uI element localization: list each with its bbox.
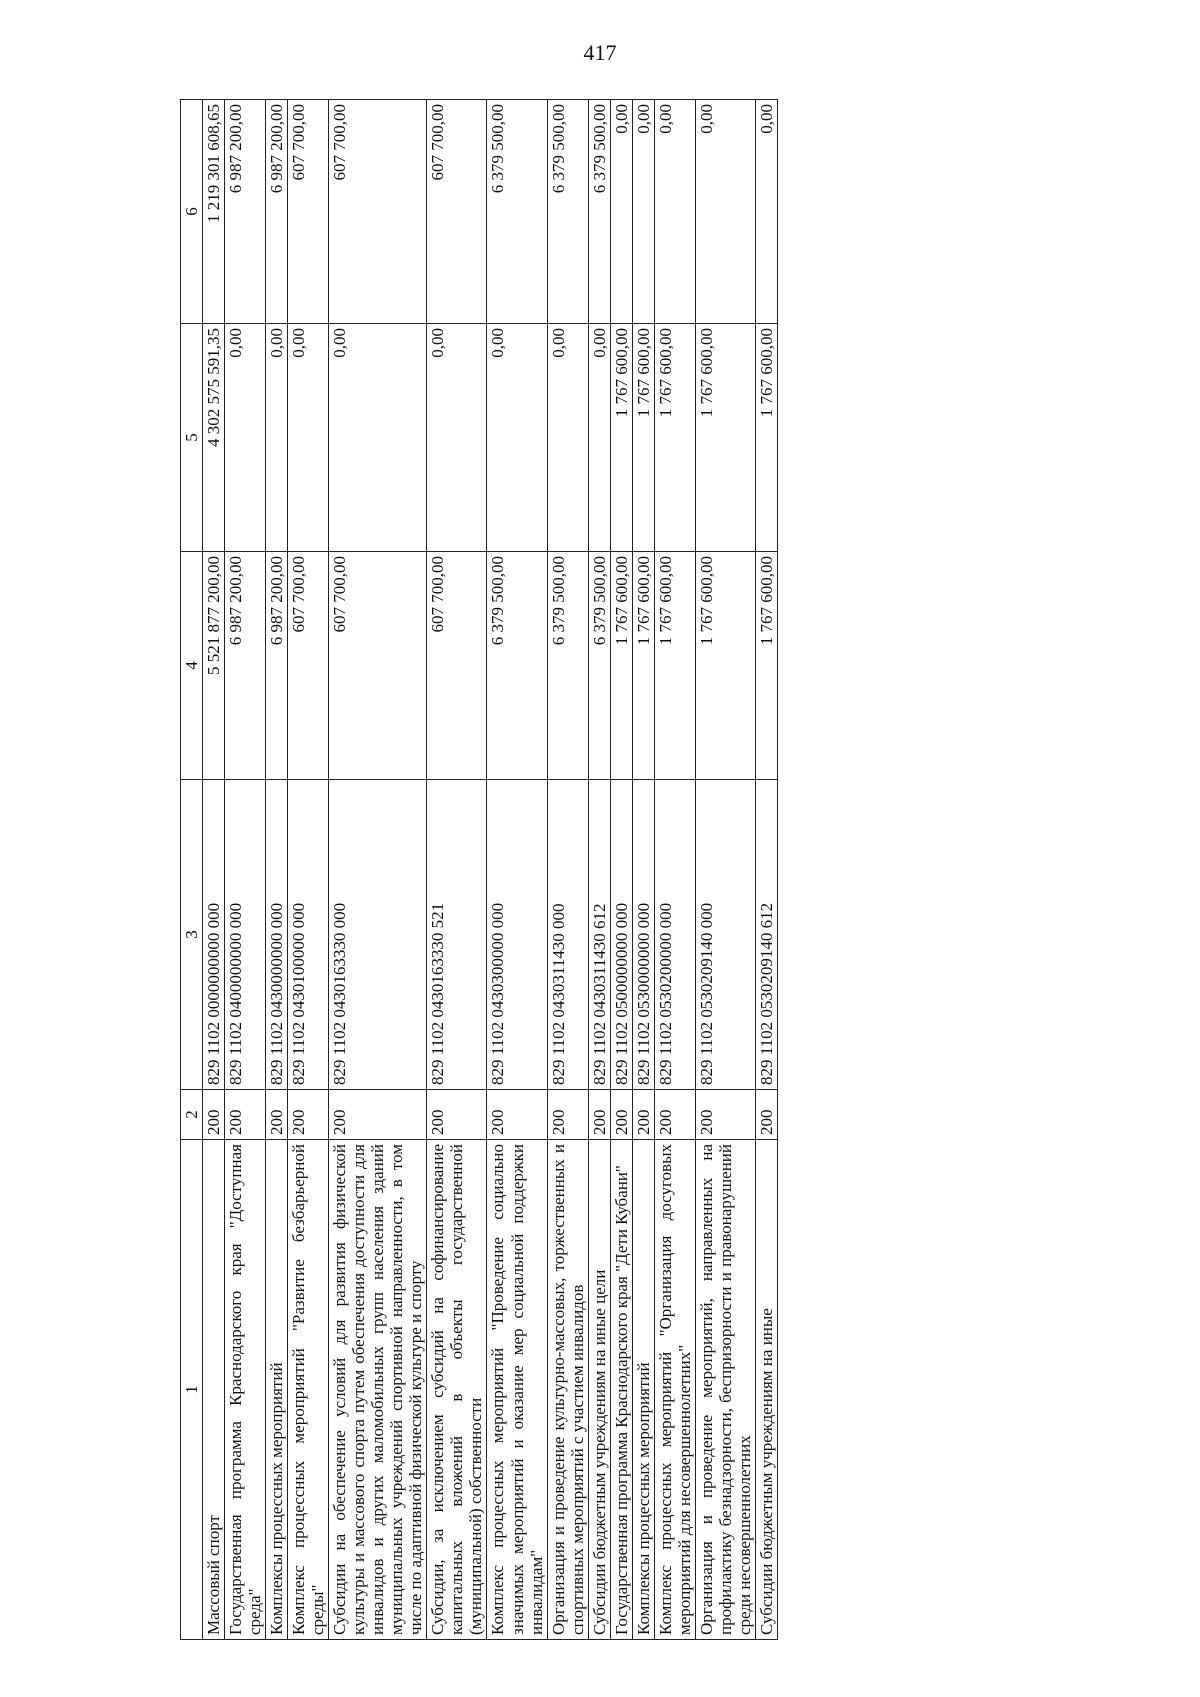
- row-name-cell: Государственная программа Краснодарского края "Доступная среда": [225, 1140, 266, 1640]
- row-col4-cell: 1 767 600,00: [632, 552, 654, 780]
- row-name-cell: Субсидии на обеспечение условий для развития физической культуры и массового спорта путем обеспечения доступности для инвалидов и других маломобильных групп населения зданий муниципальных учреждений спортивной направленности, в том числе по адаптивной физической культуре и спорту: [329, 1140, 427, 1640]
- table-row: [329, 100, 427, 1640]
- row-name-cell: Организация и проведение культурно-массовых, торжественных и спортивных мероприятий с участием инвалидов: [547, 1140, 588, 1640]
- row-col2-cell: 200: [225, 1090, 266, 1140]
- table-row: [588, 100, 610, 1640]
- row-col2-cell: 200: [695, 1090, 755, 1140]
- row-col2-cell: 200: [266, 1090, 288, 1140]
- table-body: [203, 100, 778, 1640]
- row-col2-cell: 200: [203, 1090, 225, 1140]
- row-code-cell: 829 1102 0430000000 000: [266, 780, 288, 1090]
- row-col4-cell: 6 987 200,00: [225, 552, 266, 780]
- row-col2-cell: 200: [610, 1090, 632, 1140]
- row-code-cell: 829 1102 0000000000 000: [203, 780, 225, 1090]
- row-col4-cell: 1 767 600,00: [755, 552, 777, 780]
- row-col6-cell: 0,00: [654, 100, 695, 324]
- row-name-cell: Комплекс процессных мероприятий "Организация досуговых мероприятий для несовершеннолетних": [654, 1140, 695, 1640]
- row-col2-cell: 200: [547, 1090, 588, 1140]
- column-header: 4: [181, 552, 203, 780]
- row-col6-cell: 6 379 500,00: [487, 100, 547, 324]
- table-row: [203, 100, 225, 1640]
- row-name-cell: Субсидии, за исключением субсидий на софинансирование капитальных вложений в объекты государственной (муниципальной) собственности: [427, 1140, 487, 1640]
- row-col4-cell: 607 700,00: [329, 552, 427, 780]
- row-code-cell: 829 1102 0430311430 000: [547, 780, 588, 1090]
- row-col6-cell: 6 379 500,00: [588, 100, 610, 324]
- row-col6-cell: 607 700,00: [288, 100, 329, 324]
- row-name-cell: Комплекс процессных мероприятий "Проведение социально значимых мероприятий и оказание мер социальной поддержки инвалидам": [487, 1140, 547, 1640]
- row-col4-cell: 607 700,00: [288, 552, 329, 780]
- row-col6-cell: 0,00: [755, 100, 777, 324]
- budget-table: [180, 99, 778, 1640]
- table-row: [225, 100, 266, 1640]
- row-code-cell: 829 1102 0530209140 612: [755, 780, 777, 1090]
- table-row: [266, 100, 288, 1640]
- row-col2-cell: 200: [588, 1090, 610, 1140]
- row-code-cell: 829 1102 0530200000 000: [654, 780, 695, 1090]
- row-col6-cell: 1 219 301 608,65: [203, 100, 225, 324]
- row-col4-cell: 5 521 877 200,00: [203, 552, 225, 780]
- row-col5-cell: 0,00: [266, 324, 288, 552]
- column-header: 3: [181, 780, 203, 1090]
- row-name-cell: Комплексы процессных мероприятий: [266, 1140, 288, 1640]
- row-col4-cell: 1 767 600,00: [654, 552, 695, 780]
- table-row: [755, 100, 777, 1640]
- row-col5-cell: 0,00: [329, 324, 427, 552]
- row-name-cell: Организация и проведение мероприятий, направленных на профилактику безнадзорности, беспризорности и правонарушений среди несовершеннолетних: [695, 1140, 755, 1640]
- row-col5-cell: 0,00: [588, 324, 610, 552]
- row-col4-cell: 1 767 600,00: [695, 552, 755, 780]
- row-col2-cell: 200: [654, 1090, 695, 1140]
- row-col6-cell: 607 700,00: [329, 100, 427, 324]
- row-code-cell: 829 1102 0430163330 521: [427, 780, 487, 1090]
- rotated-table-container: [180, 100, 1080, 1640]
- column-header: 1: [181, 1140, 203, 1640]
- row-code-cell: 829 1102 0430311430 612: [588, 780, 610, 1090]
- row-col6-cell: 6 987 200,00: [225, 100, 266, 324]
- row-col6-cell: 607 700,00: [427, 100, 487, 324]
- table-row: [695, 100, 755, 1640]
- row-col2-cell: 200: [288, 1090, 329, 1140]
- row-col4-cell: 607 700,00: [427, 552, 487, 780]
- column-header: 6: [181, 100, 203, 324]
- row-col5-cell: 1 767 600,00: [755, 324, 777, 552]
- row-col5-cell: 0,00: [225, 324, 266, 552]
- row-col5-cell: 0,00: [547, 324, 588, 552]
- table-row: [654, 100, 695, 1640]
- row-col5-cell: 1 767 600,00: [654, 324, 695, 552]
- table-row: [427, 100, 487, 1640]
- table-row: [610, 100, 632, 1640]
- row-col5-cell: 0,00: [427, 324, 487, 552]
- row-col4-cell: 6 379 500,00: [547, 552, 588, 780]
- row-col2-cell: 200: [632, 1090, 654, 1140]
- row-col4-cell: 1 767 600,00: [610, 552, 632, 780]
- row-name-cell: Массовый спорт: [203, 1140, 225, 1640]
- row-col4-cell: 6 987 200,00: [266, 552, 288, 780]
- page-number: 417: [583, 40, 617, 65]
- column-header: 2: [181, 1090, 203, 1140]
- row-name-cell: Субсидии бюджетным учреждениям на иные цели: [588, 1140, 610, 1640]
- row-name-cell: Комплексы процессных мероприятий: [632, 1140, 654, 1640]
- row-col2-cell: 200: [329, 1090, 427, 1140]
- row-col6-cell: 0,00: [695, 100, 755, 324]
- row-col5-cell: 0,00: [487, 324, 547, 552]
- row-col6-cell: 6 987 200,00: [266, 100, 288, 324]
- row-code-cell: 829 1102 0430300000 000: [487, 780, 547, 1090]
- table-row: [288, 100, 329, 1640]
- row-name-cell: Субсидии бюджетным учреждениям на иные: [755, 1140, 777, 1640]
- row-col6-cell: 0,00: [610, 100, 632, 324]
- row-col5-cell: 0,00: [288, 324, 329, 552]
- row-col4-cell: 6 379 500,00: [487, 552, 547, 780]
- row-code-cell: 829 1102 0430163330 000: [329, 780, 427, 1090]
- row-code-cell: 829 1102 0530000000 000: [632, 780, 654, 1090]
- row-col2-cell: 200: [755, 1090, 777, 1140]
- row-col5-cell: 1 767 600,00: [695, 324, 755, 552]
- row-col6-cell: 6 379 500,00: [547, 100, 588, 324]
- row-col2-cell: 200: [427, 1090, 487, 1140]
- row-code-cell: 829 1102 0400000000 000: [225, 780, 266, 1090]
- table-row: [487, 100, 547, 1640]
- row-name-cell: Государственная программа Краснодарского края "Дети Кубани": [610, 1140, 632, 1640]
- table-row: [547, 100, 588, 1640]
- row-col5-cell: 4 302 575 591,35: [203, 324, 225, 552]
- row-col4-cell: 6 379 500,00: [588, 552, 610, 780]
- row-col6-cell: 0,00: [632, 100, 654, 324]
- row-name-cell: Комплекс процессных мероприятий "Развитие безбарьерной среды": [288, 1140, 329, 1640]
- row-code-cell: 829 1102 0530209140 000: [695, 780, 755, 1090]
- row-code-cell: 829 1102 0500000000 000: [610, 780, 632, 1090]
- row-col2-cell: 200: [487, 1090, 547, 1140]
- table-header-row: [181, 100, 203, 1640]
- row-code-cell: 829 1102 0430100000 000: [288, 780, 329, 1090]
- table-row: [632, 100, 654, 1640]
- row-col5-cell: 1 767 600,00: [610, 324, 632, 552]
- row-col5-cell: 1 767 600,00: [632, 324, 654, 552]
- column-header: 5: [181, 324, 203, 552]
